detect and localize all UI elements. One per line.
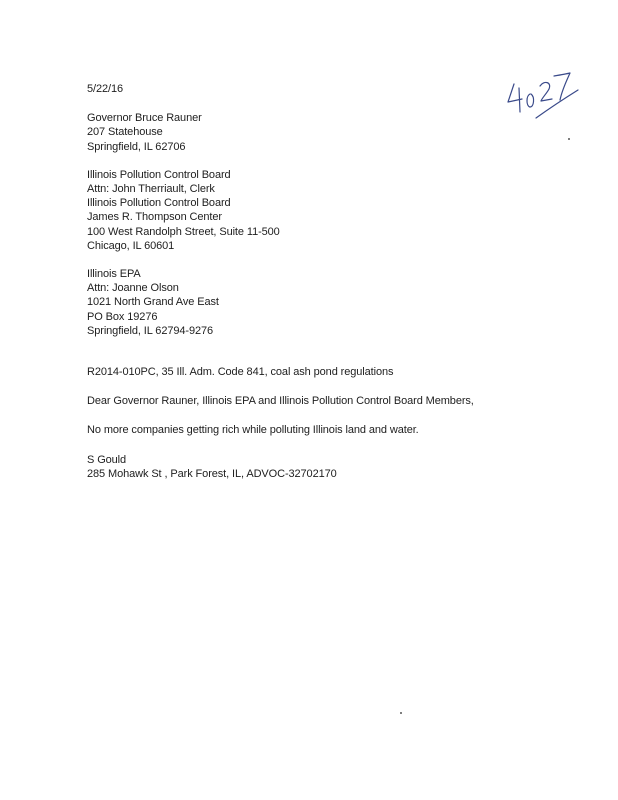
board-name-repeat: Illinois Pollution Control Board — [87, 197, 231, 210]
body-paragraph — [87, 423, 507, 437]
board-name: Illinois Pollution Control Board — [87, 168, 231, 181]
board-address — [87, 168, 507, 253]
letter-date: 5/22/16 — [87, 83, 124, 95]
epa-street: 1021 North Grand Ave East — [87, 296, 219, 309]
reference-line: R2014-010PC, 35 Ill. Adm. Code 841, coal ash pond regulations — [87, 366, 394, 379]
epa-attn: Attn: Joanne Olson — [87, 282, 179, 295]
board-attn: Attn: John Therriault, Clerk — [87, 183, 215, 196]
epa-po-box: PO Box 19276 — [87, 310, 158, 323]
board-city: Chicago, IL 60601 — [87, 239, 175, 252]
body-text: No more companies getting rich while polluting Illinois land and water. — [87, 424, 419, 437]
letter-body — [87, 82, 507, 481]
salutation: Dear Governor Rauner, Illinois EPA and Illinois Pollution Control Board Members, — [87, 395, 474, 408]
epa-city: Springfield, IL 62794-9276 — [87, 324, 214, 337]
board-street: 100 West Randolph Street, Suite 11-500 — [87, 225, 280, 238]
signer-address: 285 Mohawk St , Park Forest, IL, ADVOC-32702170 — [87, 467, 337, 480]
salutation-block — [87, 394, 507, 408]
scan-speck — [568, 138, 570, 140]
epa-address — [87, 267, 507, 338]
governor-address — [87, 111, 507, 154]
scan-speck — [400, 712, 402, 714]
governor-street: 207 Statehouse — [87, 126, 163, 139]
signer-name: S Gould — [87, 453, 127, 466]
reference-line-block — [87, 365, 507, 379]
board-building: James R. Thompson Center — [87, 211, 222, 224]
governor-city: Springfield, IL 62706 — [87, 140, 186, 153]
handwritten-number-mark — [500, 60, 590, 130]
letter-date-block — [87, 82, 507, 96]
governor-name: Governor Bruce Rauner — [87, 112, 202, 125]
signature-block — [87, 453, 507, 481]
epa-name: Illinois EPA — [87, 268, 141, 281]
